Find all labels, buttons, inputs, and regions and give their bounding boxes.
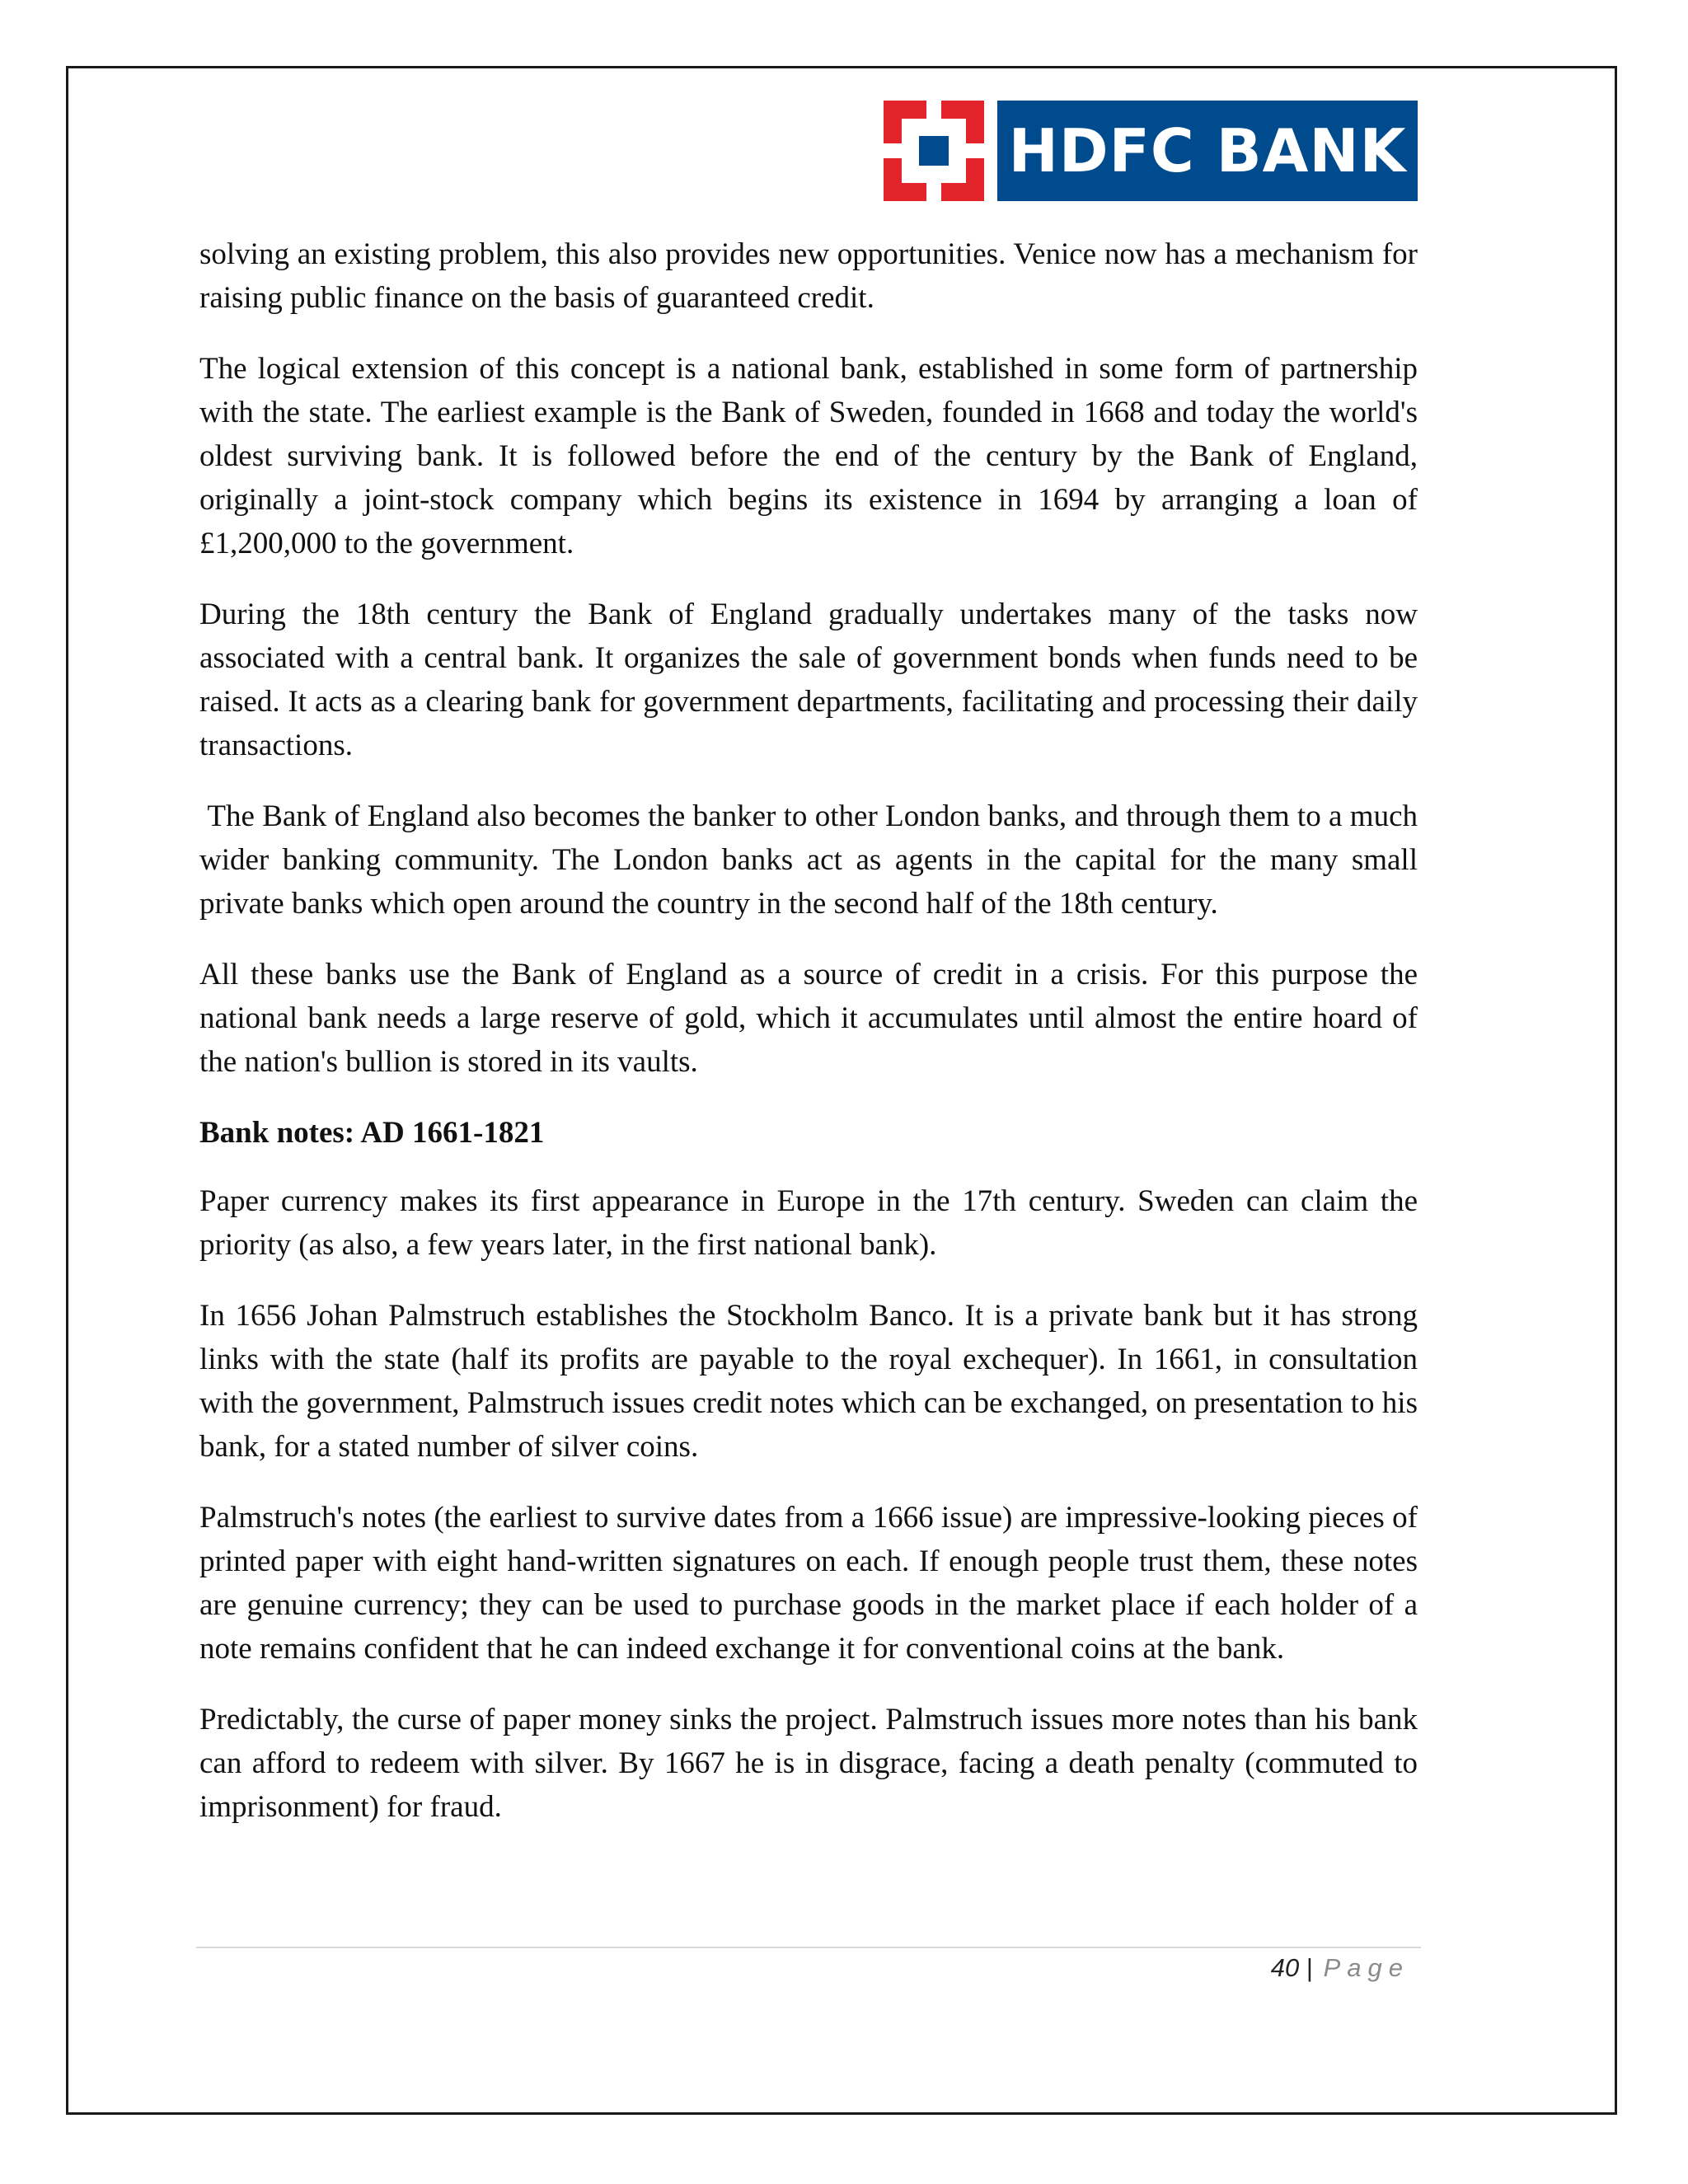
footer-divider [196, 1947, 1421, 1948]
page-number-separator: | [1306, 1953, 1313, 1982]
document-body [199, 232, 1426, 1856]
body-paragraph-1: solving an existing problem, this also provides new opportunities. Venice now has a mechanism for raising public finance on the basis of guaranteed credit. [199, 237, 1418, 315]
body-paragraph-5: All these banks use the Bank of England as a source of credit in a crisis. For this purpose the national bank needs a large reserve of gold, which it accumulates until almost the entire hoard of the nation's bullion is stored in its vaults. [199, 958, 1418, 1079]
section-paragraph-3: Palmstruch's notes (the earliest to survive dates from a 1666 issue) are impressive-looking pieces of printed paper with eight hand-written signatures on each. If enough people trust them, these notes are genuine currency; they can be used to purchase goods in the market place if each holder of a note remains confident that he can indeed exchange it for conventional coins at the bank. [199, 1501, 1418, 1666]
section-paragraph-1: Paper currency makes its first appearance in Europe in the 17th century. Sweden can claim the priority (as also, a few years later, in the first national bank). [199, 1184, 1418, 1262]
section-heading: Bank notes: AD 1661-1821 [199, 1116, 545, 1150]
logo-wordmark: HDFC BANK [997, 101, 1418, 201]
section-paragraph-4: Predictably, the curse of paper money sinks the project. Palmstruch issues more notes than his bank can afford to redeem with silver. By 1667 he is in disgrace, facing a death penalty (commuted to imprisonment) for fraud. [199, 1703, 1418, 1824]
section-paragraph-2: In 1656 Johan Palmstruch establishes the Stockholm Banco. It is a private bank but it has strong links with the state (half its profits are payable to the royal exchequer). In 1661, in consultation with the government, Palmstruch issues credit notes which can be exchanged, on presentation to his bank, for a stated number of silver coins. [199, 1299, 1418, 1464]
page-number [1271, 1952, 1409, 1985]
page-number-value: 40 [1270, 1953, 1300, 1982]
hdfc-logo-mark-icon [884, 101, 984, 201]
body-paragraph-3: During the 18th century the Bank of England gradually undertakes many of the tasks now associated with a central bank. It organizes the sale of government bonds when funds need to be raised. It acts as a clearing bank for government departments, facilitating and processing their daily transactions. [199, 598, 1418, 762]
body-paragraph-4: The Bank of England also becomes the banker to other London banks, and through them to a much wider banking community. The London banks act as agents in the capital for the many small private banks which open around the country in the second half of the 18th century. [199, 799, 1426, 921]
body-paragraph-2: The logical extension of this concept is a national bank, established in some form of partnership with the state. The earliest example is the Bank of Sweden, founded in 1668 and today the world's oldest surviving bank. It is followed before the end of the century by the Bank of England, originally a joint-stock company which begins its existence in 1694 by arranging a loan of £1,200,000 to the government. [199, 352, 1418, 560]
hdfc-bank-logo [884, 101, 1418, 201]
page-label: Page [1323, 1953, 1409, 1982]
